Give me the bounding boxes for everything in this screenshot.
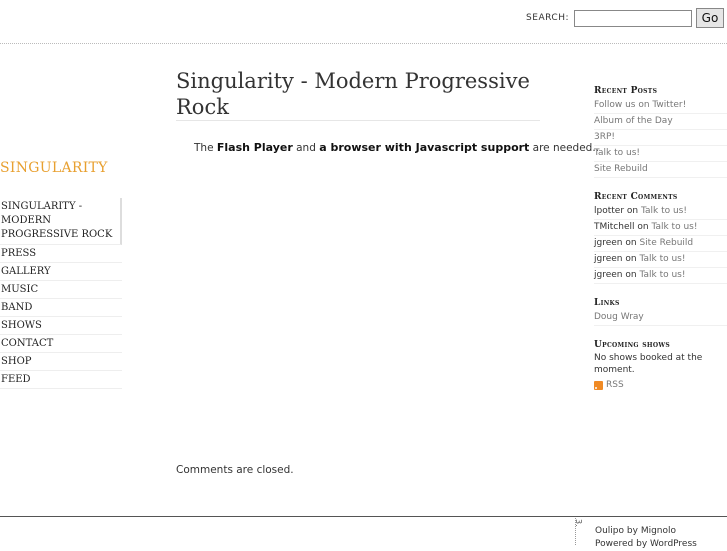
comment-on: on <box>625 238 637 248</box>
flash-notice-and: and <box>296 142 316 154</box>
flash-notice-post: are needed.. <box>532 142 600 154</box>
comment-post-link[interactable]: Talk to us! <box>639 254 686 264</box>
recent-post-link[interactable]: Follow us on Twitter! <box>594 98 727 114</box>
footer-credits <box>595 525 697 551</box>
recent-comments-title: Recent Comments <box>594 192 678 202</box>
comments-closed-notice: Comments are closed. <box>176 464 294 476</box>
upcoming-shows-title: Upcoming shows <box>594 340 671 350</box>
nav-item-gallery[interactable]: GALLERY <box>0 263 122 281</box>
comment-author: jgreen <box>594 270 623 280</box>
recent-post-link[interactable]: Talk to us! <box>594 146 727 162</box>
footer-divider <box>0 516 727 517</box>
site-title[interactable]: SINGULARITY <box>0 160 108 176</box>
flash-player-link[interactable]: Flash Player <box>216 141 293 154</box>
comment-on: on <box>637 222 649 232</box>
title-divider <box>176 120 540 121</box>
recent-comments-widget <box>594 192 727 284</box>
links-title: Links <box>594 298 620 308</box>
rss-link[interactable] <box>594 380 727 390</box>
rss-label: RSS <box>606 380 624 390</box>
search-input[interactable] <box>574 10 692 27</box>
recent-post-link[interactable]: Album of the Day <box>594 114 727 130</box>
recent-post-link[interactable]: Site Rebuild <box>594 162 727 178</box>
go-button[interactable]: Go <box>696 8 724 28</box>
links-widget <box>594 298 727 326</box>
main-nav <box>0 198 122 389</box>
recent-posts-title: Recent Posts <box>594 86 658 96</box>
nav-item-press[interactable]: PRESS <box>0 245 122 263</box>
sidebar <box>594 86 727 404</box>
comment-author: lpotter <box>594 206 625 216</box>
comment-post-link[interactable]: Site Rebuild <box>639 238 694 248</box>
nav-item-home[interactable]: SINGULARITY - MODERN PROGRESSIVE ROCK <box>0 198 122 245</box>
nav-item-contact[interactable]: CONTACT <box>0 335 122 353</box>
nav-item-feed[interactable]: FEED <box>0 371 122 389</box>
rss-icon <box>594 381 603 390</box>
comment-post-link[interactable]: Talk to us! <box>640 206 687 216</box>
upcoming-shows-text: No shows booked at the moment. <box>594 353 703 375</box>
recent-comment <box>594 252 727 268</box>
flash-notice-pre: The <box>194 142 214 154</box>
search-bar <box>526 8 724 28</box>
page-title: Singularity - Modern Progressive Rock <box>176 69 530 119</box>
theme-by: by <box>626 526 638 536</box>
flash-notice <box>194 141 600 154</box>
recent-post-link[interactable]: 3RP! <box>594 130 727 146</box>
powered-by[interactable]: Powered by WordPress <box>595 539 697 549</box>
recent-posts-widget <box>594 86 727 178</box>
recent-comment <box>594 204 727 220</box>
nav-item-shows[interactable]: SHOWS <box>0 317 122 335</box>
nav-item-shop[interactable]: SHOP <box>0 353 122 371</box>
recent-comment <box>594 220 727 236</box>
comment-on: on <box>625 254 637 264</box>
recent-comment <box>594 268 727 284</box>
theme-link[interactable]: Oulipo <box>595 526 625 536</box>
theme-credit <box>595 525 697 538</box>
top-divider <box>0 43 727 44</box>
comment-post-link[interactable]: Talk to us! <box>651 222 698 232</box>
browser-link[interactable]: a browser with Javascript support <box>319 141 530 154</box>
nav-item-band[interactable]: BAND <box>0 299 122 317</box>
footer-mark: 3. <box>574 519 583 527</box>
comment-on: on <box>625 270 637 280</box>
comment-author: TMitchell <box>594 222 635 232</box>
recent-comment <box>594 236 727 252</box>
upcoming-shows-widget <box>594 340 727 390</box>
comment-on: on <box>626 206 639 216</box>
comment-author: jgreen <box>594 238 623 248</box>
comment-author: jgreen <box>594 254 623 264</box>
comment-post-link[interactable]: Talk to us! <box>639 270 686 280</box>
theme-author-link[interactable]: Mignolo <box>640 526 677 536</box>
nav-item-music[interactable]: MUSIC <box>0 281 122 299</box>
search-label: SEARCH: <box>526 13 569 23</box>
blogroll-link[interactable]: Doug Wray <box>594 310 727 326</box>
